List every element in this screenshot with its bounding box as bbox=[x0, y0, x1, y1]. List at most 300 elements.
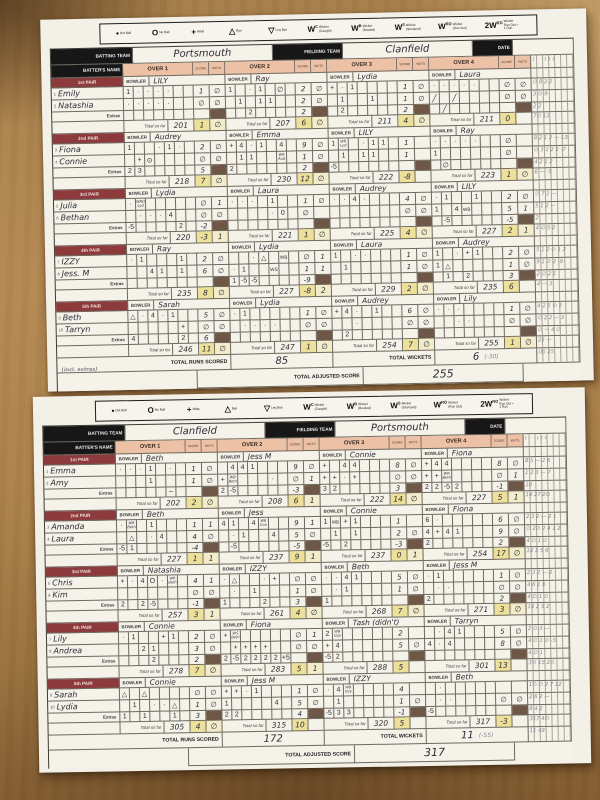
total-so-far-value: 211 bbox=[372, 115, 398, 128]
tally-note: 2 2 bbox=[533, 103, 542, 110]
ball-cell bbox=[384, 708, 394, 718]
wicket-b-symbol: $W^B$ bbox=[346, 401, 358, 412]
ball-cell: -5 bbox=[324, 709, 334, 719]
ball-cell bbox=[242, 710, 252, 720]
ball-cell bbox=[291, 331, 301, 341]
ball-cell: · bbox=[451, 136, 461, 148]
ball-cell bbox=[331, 263, 341, 275]
bowler-name: Fiona bbox=[449, 503, 525, 514]
ball-cell: 2 bbox=[452, 482, 462, 492]
score-cell: ∅ bbox=[299, 251, 315, 263]
dot-ball-symbol: • bbox=[111, 405, 115, 415]
ball-cell: 1 bbox=[177, 266, 187, 278]
tally-note: 4 ∅ 1 bbox=[528, 650, 544, 657]
ball-cell: · bbox=[155, 142, 165, 154]
ball-cell: · bbox=[242, 686, 252, 698]
extras-wkt-cell bbox=[410, 707, 426, 717]
ball-cell bbox=[373, 628, 383, 640]
tally-note: 5 1 2 — bbox=[535, 203, 556, 210]
ball-cell bbox=[159, 334, 169, 344]
total-so-far-label: Total so far bbox=[125, 176, 169, 189]
score-cell: 1 bbox=[187, 519, 203, 531]
ball-cell: O bbox=[148, 576, 158, 588]
over-header: OVER 2 bbox=[218, 438, 288, 452]
ball-cell bbox=[272, 710, 282, 720]
score-header: SCORE bbox=[499, 56, 515, 69]
tally-cell bbox=[568, 102, 574, 111]
ball-cell: · bbox=[431, 136, 441, 148]
wicket-ro-symbol: $2W^{RO}$ bbox=[480, 398, 499, 409]
ball-cell: 4 bbox=[277, 140, 287, 152]
extras-wkt-cell bbox=[308, 709, 324, 719]
over-wkts-value: ∅ bbox=[315, 229, 331, 241]
total-so-far-value: 261 bbox=[264, 607, 290, 619]
ball-cell bbox=[126, 476, 136, 488]
wicket-b-symbol: $W^B$ bbox=[351, 23, 362, 34]
batters-name-header: BATTER'S NAME bbox=[44, 441, 116, 455]
ball-cell bbox=[486, 694, 496, 706]
batter-name: 2 Amy bbox=[44, 476, 116, 489]
ball-cell bbox=[480, 103, 490, 113]
total-so-far-value: 230 bbox=[271, 173, 297, 186]
over-score-value: 0 bbox=[391, 549, 407, 561]
score-cell: 3 bbox=[189, 643, 205, 655]
ball-cell: · bbox=[340, 472, 350, 484]
ball-cell bbox=[187, 266, 197, 278]
ball-cell bbox=[391, 249, 401, 261]
ball-cell bbox=[237, 164, 247, 174]
ball-cell bbox=[349, 138, 359, 150]
tally-cell bbox=[561, 525, 567, 536]
ball-cell bbox=[455, 328, 465, 338]
bowler-label: BOWLER bbox=[430, 126, 456, 137]
ball-cell bbox=[330, 207, 340, 219]
over-score-value: 3 bbox=[188, 609, 204, 621]
ball-cell bbox=[238, 474, 248, 486]
extras-score-cell: -1 bbox=[188, 599, 204, 609]
score-cell: 1 bbox=[399, 149, 415, 161]
score-header: SCORE bbox=[397, 58, 413, 71]
ball-cell bbox=[456, 694, 466, 706]
ball-cell bbox=[490, 91, 500, 103]
ball-cell: 2 bbox=[118, 600, 128, 610]
ball-cell bbox=[444, 595, 454, 605]
score-cell: 2 bbox=[197, 253, 213, 265]
extras-score-cell: 3 bbox=[290, 597, 306, 607]
ball-cell: 4 bbox=[138, 576, 148, 588]
wicket-note: WB Izzy bbox=[344, 685, 352, 693]
bowler-label: BOWLER bbox=[128, 300, 154, 311]
over-wkts-value: ∅ bbox=[509, 547, 525, 559]
ball-cell bbox=[371, 528, 381, 540]
extras-score-cell bbox=[496, 706, 512, 716]
total-so-far-label: Total so far bbox=[119, 610, 163, 623]
ball-cell bbox=[485, 626, 495, 638]
ball-cell bbox=[339, 162, 349, 172]
tally-cell bbox=[564, 693, 570, 704]
ball-cell bbox=[137, 267, 147, 279]
extras-score-cell: 2 bbox=[296, 107, 312, 117]
ball-cell bbox=[139, 323, 149, 335]
score-cell: 6 bbox=[402, 305, 418, 317]
tally-cell bbox=[562, 559, 568, 568]
ball-cell: ╱ bbox=[450, 92, 460, 104]
bowler-label: BOWLER bbox=[123, 76, 149, 87]
ball-cell: 1 bbox=[237, 152, 247, 164]
ball-cell: · bbox=[332, 572, 342, 584]
ball-cell bbox=[136, 476, 146, 488]
ball-cell: + bbox=[350, 472, 360, 484]
ball-cell bbox=[261, 630, 271, 642]
score-cell: 1 bbox=[398, 93, 414, 105]
ball-cell bbox=[383, 628, 393, 640]
ball-cell: 4 bbox=[425, 639, 435, 651]
score-cell: ∅ bbox=[501, 147, 517, 159]
ball-cell: · bbox=[260, 574, 270, 586]
extras-label: Extras bbox=[45, 544, 117, 555]
tally-cell bbox=[563, 637, 569, 648]
score-cell: 2 bbox=[296, 95, 312, 107]
ball-cell bbox=[249, 542, 259, 552]
ball-cell: 1 bbox=[338, 94, 348, 106]
ball-cell bbox=[474, 570, 484, 582]
ball-cell bbox=[290, 307, 300, 319]
ball-cell bbox=[362, 306, 372, 318]
tally-cell bbox=[560, 447, 566, 456]
ball-cell: 1 bbox=[351, 528, 361, 540]
wkt-cell: ∅ bbox=[215, 321, 231, 333]
ball-cell bbox=[287, 163, 297, 173]
bowler-label: BOWLER bbox=[426, 673, 452, 683]
over-score-value: 0 bbox=[500, 113, 516, 125]
ball-cell: 1 bbox=[341, 262, 351, 274]
ball-cell bbox=[473, 538, 483, 548]
wkt-cell: ∅ bbox=[410, 695, 426, 707]
ball-cell: · bbox=[144, 86, 154, 98]
ball-cell bbox=[382, 584, 392, 596]
score-cell: 2 bbox=[393, 627, 409, 639]
wkt-cell: ∅ bbox=[516, 78, 532, 90]
ball-cell bbox=[353, 628, 363, 640]
ball-cell: · bbox=[156, 210, 166, 222]
ball-cell: + bbox=[341, 516, 351, 528]
ball-cell: ╱ bbox=[430, 92, 440, 104]
wkt-cell bbox=[415, 137, 431, 149]
ball-cell: · bbox=[136, 211, 146, 223]
ball-cell bbox=[493, 259, 503, 271]
ball-cell bbox=[174, 98, 184, 110]
ball-cell bbox=[240, 598, 250, 608]
total-so-far-label: Total so far bbox=[220, 552, 264, 565]
ball-cell bbox=[229, 253, 239, 265]
ball-cell bbox=[351, 540, 361, 550]
total-so-far-value: 305 bbox=[164, 721, 190, 733]
pair-label: 2nd PAIR bbox=[45, 510, 117, 521]
score-cell: 1 bbox=[394, 695, 410, 707]
ball-cell bbox=[360, 484, 370, 494]
scoresheet-top bbox=[40, 8, 594, 391]
ball-cell bbox=[178, 278, 188, 288]
legend-label: Bye bbox=[236, 28, 242, 33]
ball-cell: · bbox=[229, 265, 239, 277]
pair-label: 5th PAIR bbox=[48, 678, 120, 689]
legend-label: Leg Bye bbox=[271, 405, 283, 410]
ball-cell bbox=[368, 106, 378, 116]
bowler-name: Jess M bbox=[450, 559, 526, 570]
wicket-ro-symbol: $W^{RO}$ bbox=[437, 21, 452, 32]
ball-cell bbox=[361, 516, 371, 528]
ball-cell bbox=[231, 321, 241, 333]
score-cell: 2 bbox=[503, 247, 519, 259]
ball-cell bbox=[492, 215, 502, 225]
ball-cell bbox=[481, 135, 491, 147]
ball-cell bbox=[290, 319, 300, 331]
total-so-far-label: Total so far bbox=[323, 662, 367, 675]
ball-cell: ∅ bbox=[441, 160, 451, 170]
wicket-s-symbol: $W^S$ bbox=[394, 22, 405, 33]
wkt-cell: ∅ bbox=[304, 461, 320, 473]
ball-cell: △ bbox=[120, 688, 130, 700]
ball-cell bbox=[452, 216, 462, 226]
ball-cell bbox=[390, 193, 400, 205]
total-so-far-value: 247 bbox=[275, 341, 301, 354]
ball-cell bbox=[159, 322, 169, 334]
fielding-team-value: Portsmouth bbox=[335, 419, 465, 437]
ball-cell bbox=[348, 94, 358, 106]
ball-cell bbox=[139, 335, 149, 345]
wkt-cell: 1 bbox=[204, 575, 220, 587]
ball-cell: 1 bbox=[146, 476, 156, 488]
tally-strip bbox=[527, 659, 570, 672]
ball-cell bbox=[270, 276, 280, 286]
legend-item bbox=[264, 404, 287, 412]
tally-note: 8 4 2 bbox=[529, 706, 543, 713]
legend-item bbox=[308, 25, 336, 34]
tally-cell bbox=[562, 569, 568, 580]
ball-cell bbox=[433, 539, 443, 549]
ball-cell: + bbox=[323, 641, 333, 653]
ball-cell bbox=[286, 107, 296, 117]
tally-cell bbox=[572, 314, 578, 325]
over-header: OVER 1 bbox=[116, 440, 186, 454]
ball-cell bbox=[351, 262, 361, 274]
over-score-value: 14 bbox=[391, 493, 407, 505]
wkt-cell bbox=[517, 146, 533, 158]
over-score-value: 4 bbox=[190, 721, 206, 733]
extras-wkt-cell bbox=[316, 275, 332, 285]
tally-strip bbox=[524, 469, 567, 482]
batter-name: 10 Tarryn bbox=[57, 323, 129, 337]
tally-strip bbox=[536, 280, 579, 293]
extras-wkt-cell bbox=[516, 102, 532, 112]
ball-cell: 2 bbox=[227, 165, 237, 175]
ball-cell: · bbox=[246, 84, 256, 96]
bowler-name: Laura bbox=[455, 68, 531, 80]
extras-score-cell: -5 bbox=[502, 215, 518, 225]
ball-cell bbox=[258, 486, 268, 496]
extras-wkt-cell bbox=[203, 543, 219, 553]
ball-cell: -5 bbox=[231, 654, 241, 664]
fielding-team-label: FIELDING TEAM bbox=[265, 422, 335, 439]
ball-cell bbox=[380, 217, 390, 227]
ball-cell: -5 bbox=[426, 707, 436, 717]
tally-note: 2 6 2 — bbox=[529, 693, 550, 701]
ball-cell bbox=[261, 332, 271, 342]
adjusted-tail bbox=[523, 363, 579, 382]
ball-cell bbox=[435, 328, 445, 338]
ball-cell bbox=[258, 220, 268, 230]
score-cell: 1 bbox=[504, 303, 520, 315]
ball-cell bbox=[184, 110, 194, 120]
ball-cell bbox=[332, 596, 342, 606]
extras-wkt-cell bbox=[409, 651, 425, 661]
ball-cell bbox=[463, 260, 473, 272]
ball-cell bbox=[257, 164, 267, 174]
bowler-name: Connie bbox=[145, 621, 221, 632]
tally-note: ∅ 8 2 2 bbox=[532, 79, 553, 86]
ball-cell bbox=[228, 209, 238, 221]
total-so-far-label: Total so far bbox=[124, 120, 168, 133]
tally-strip bbox=[525, 547, 568, 560]
ball-cell bbox=[380, 205, 390, 217]
ball-cell bbox=[443, 539, 453, 549]
ball-cell bbox=[466, 706, 476, 716]
wkt-cell: ∅ bbox=[518, 190, 534, 202]
ball-cell bbox=[145, 166, 155, 176]
ball-cell bbox=[333, 330, 343, 340]
ball-cell bbox=[175, 154, 185, 166]
ball-cell bbox=[258, 196, 268, 208]
ball-cell bbox=[249, 264, 259, 276]
tally-note: 3 ∅ 9 bbox=[532, 91, 548, 98]
ball-cell bbox=[383, 329, 393, 339]
batter-name: 4 Connie bbox=[53, 155, 125, 169]
ball-cell bbox=[465, 626, 475, 638]
ball-cell bbox=[116, 476, 126, 488]
over-wkts-value: ∅ bbox=[203, 497, 219, 509]
score-cell: ∅ bbox=[400, 205, 416, 217]
ball-cell bbox=[381, 528, 391, 540]
ball-cell: · bbox=[158, 576, 168, 588]
ball-cell bbox=[493, 247, 503, 259]
ball-cell bbox=[463, 538, 473, 548]
wkt-cell: ∅ bbox=[206, 687, 222, 699]
batting-team-value: Portsmouth bbox=[133, 45, 273, 64]
ball-cell bbox=[246, 96, 256, 108]
ball-cell bbox=[363, 628, 373, 640]
ball-cell bbox=[269, 518, 279, 530]
tally-cell bbox=[572, 280, 578, 291]
ball-cell: · bbox=[124, 99, 134, 111]
ball-cell bbox=[136, 199, 146, 211]
over-wkts-value: 1 bbox=[204, 553, 220, 565]
ball-cell bbox=[340, 484, 350, 494]
total-so-far-label: Total so far bbox=[128, 288, 172, 301]
ball-cell bbox=[363, 640, 373, 652]
tally-note: ∅ 2∅ 2 4 1 2 bbox=[526, 525, 561, 533]
tally-strip bbox=[528, 692, 571, 705]
tally-header: 1 · · · 1 1 1 bbox=[524, 434, 548, 441]
ball-cell bbox=[259, 518, 269, 530]
ball-cell bbox=[390, 217, 400, 227]
bowler-label: BOWLER bbox=[422, 449, 448, 459]
ball-cell bbox=[281, 629, 291, 641]
tally-note: 1 2 3 — 7 bbox=[525, 469, 551, 477]
ball-cell bbox=[289, 263, 299, 275]
total-so-far-label: Total so far bbox=[332, 284, 376, 297]
ball-cell bbox=[388, 105, 398, 115]
tally-cell bbox=[571, 224, 577, 235]
ball-cell bbox=[390, 205, 400, 217]
tally-cell bbox=[569, 168, 575, 179]
tally-strip bbox=[526, 603, 569, 616]
ball-cell: 1 bbox=[442, 192, 452, 204]
ball-cell bbox=[156, 222, 166, 232]
over-wkts-value bbox=[415, 171, 431, 183]
bowler-name: Connie bbox=[346, 449, 422, 460]
ball-cell bbox=[363, 652, 373, 662]
wkt-cell: ∅ bbox=[316, 319, 332, 331]
over-header: OVER 1 bbox=[123, 63, 193, 77]
ball-cell bbox=[167, 519, 177, 531]
bowler-name: Lydia bbox=[256, 297, 332, 309]
ball-cell bbox=[455, 650, 465, 660]
ball-cell bbox=[380, 193, 390, 205]
ball-cell: · bbox=[228, 197, 238, 209]
total-so-far-label: Total so far bbox=[329, 172, 373, 185]
extras-wkt-cell bbox=[312, 107, 328, 117]
ball-cell: 1 bbox=[168, 310, 178, 322]
ball-cell: 1 bbox=[359, 150, 369, 162]
ball-cell bbox=[465, 638, 475, 650]
ball-cell bbox=[332, 275, 342, 285]
over-score-value: 5 bbox=[394, 717, 410, 729]
bowler-label: BOWLER bbox=[429, 70, 455, 81]
ball-cell bbox=[259, 264, 269, 276]
score-cell: 5 bbox=[502, 203, 518, 215]
ball-cell bbox=[286, 83, 296, 95]
ball-cell: 1 bbox=[334, 696, 344, 708]
ball-cell bbox=[130, 688, 140, 700]
ball-cell bbox=[278, 461, 288, 473]
ball-cell: 1 bbox=[342, 584, 352, 596]
ball-cell bbox=[464, 594, 474, 604]
ball-cell: 0 bbox=[278, 208, 288, 220]
legend-item bbox=[480, 399, 515, 410]
score-cell: 6 bbox=[493, 514, 509, 526]
extras-score-cell: -3 bbox=[288, 485, 304, 495]
ball-cell: 2 bbox=[330, 484, 340, 494]
ball-cell bbox=[185, 154, 195, 166]
ball-cell bbox=[333, 628, 343, 640]
ball-cell bbox=[380, 460, 390, 472]
ball-cell: · bbox=[175, 142, 185, 154]
bowler-name: Jess bbox=[245, 507, 321, 518]
ball-cell: 1 bbox=[322, 597, 332, 607]
ball-cell: -5 bbox=[126, 223, 136, 233]
leg-bye-symbol: ▽ bbox=[268, 25, 275, 35]
ball-cell bbox=[463, 526, 473, 538]
ball-cell bbox=[249, 530, 259, 542]
ball-cell bbox=[380, 472, 390, 484]
over-wkts-value bbox=[511, 659, 527, 671]
score-cell: ∅ bbox=[291, 629, 307, 641]
ball-cell bbox=[177, 519, 187, 531]
bowler-name: Ray bbox=[251, 73, 327, 85]
ball-cell bbox=[169, 643, 179, 655]
ball-cell bbox=[136, 488, 146, 498]
ball-cell bbox=[485, 327, 495, 337]
